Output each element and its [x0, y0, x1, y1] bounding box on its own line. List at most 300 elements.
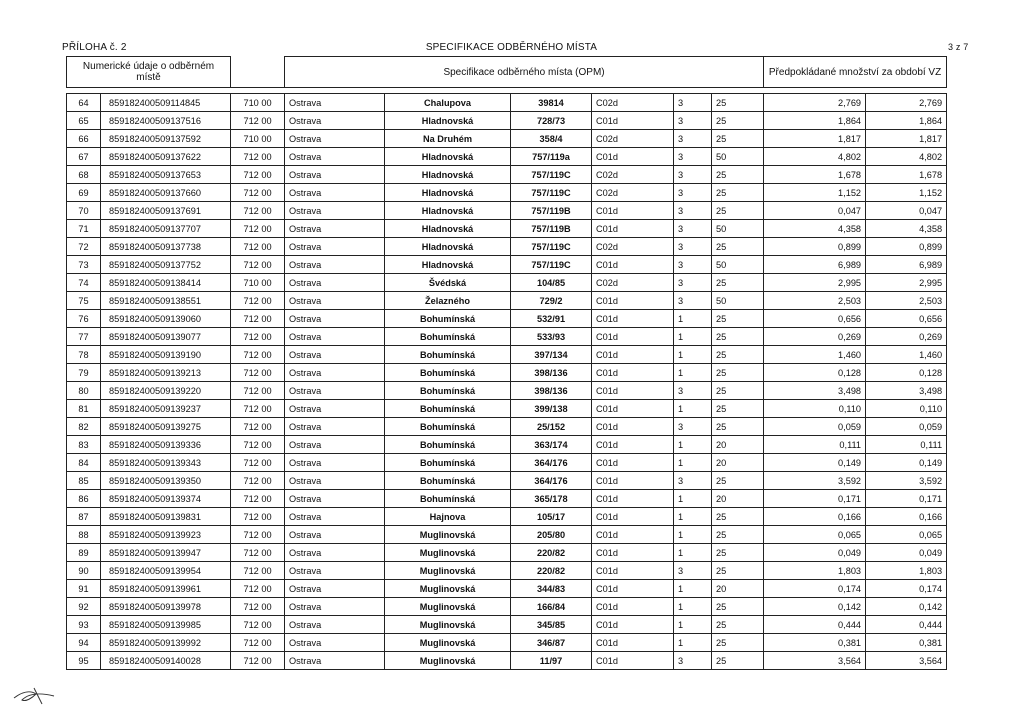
- breaker-amps: 25: [712, 130, 764, 148]
- expected-volume-total: 0,899: [866, 238, 947, 256]
- phase-count: 1: [674, 436, 712, 454]
- ean-code: 859182400509139350: [101, 472, 231, 490]
- street: Želazného: [385, 292, 511, 310]
- expected-volume: 0,174: [764, 580, 866, 598]
- expected-volume-total: 0,269: [866, 328, 947, 346]
- city: Ostrava: [285, 310, 385, 328]
- city: Ostrava: [285, 328, 385, 346]
- street: Muglinovská: [385, 598, 511, 616]
- expected-volume: 1,460: [764, 346, 866, 364]
- expected-volume: 0,110: [764, 400, 866, 418]
- house-number: 39814: [511, 94, 592, 112]
- breaker-amps: 25: [712, 598, 764, 616]
- street: Muglinovská: [385, 652, 511, 670]
- street: Hladnovská: [385, 202, 511, 220]
- header-numeric: Numerické údaje o odběrném místě: [67, 57, 231, 88]
- ean-code: 859182400509137738: [101, 238, 231, 256]
- expected-volume-total: 6,989: [866, 256, 947, 274]
- house-number: 346/87: [511, 634, 592, 652]
- city: Ostrava: [285, 580, 385, 598]
- postal-code: 712 00: [231, 202, 285, 220]
- row-number: 84: [67, 454, 101, 472]
- breaker-amps: 25: [712, 328, 764, 346]
- phase-count: 1: [674, 634, 712, 652]
- tariff: C02d: [592, 274, 674, 292]
- street: Muglinovská: [385, 580, 511, 598]
- phase-count: 1: [674, 544, 712, 562]
- table-row: [67, 256, 947, 274]
- breaker-amps: 50: [712, 292, 764, 310]
- street: Hladnovská: [385, 112, 511, 130]
- expected-volume-total: 1,678: [866, 166, 947, 184]
- city: Ostrava: [285, 256, 385, 274]
- breaker-amps: 25: [712, 400, 764, 418]
- breaker-amps: 25: [712, 472, 764, 490]
- breaker-amps: 25: [712, 418, 764, 436]
- table-row: [67, 184, 947, 202]
- tariff: C01d: [592, 418, 674, 436]
- phase-count: 3: [674, 130, 712, 148]
- row-number: 95: [67, 652, 101, 670]
- postal-code: 712 00: [231, 454, 285, 472]
- table-row: [67, 148, 947, 166]
- expected-volume-total: 2,995: [866, 274, 947, 292]
- house-number: 11/97: [511, 652, 592, 670]
- ean-code: 859182400509139992: [101, 634, 231, 652]
- header-gap: [231, 57, 285, 88]
- city: Ostrava: [285, 526, 385, 544]
- tariff: C01d: [592, 598, 674, 616]
- expected-volume-total: 0,142: [866, 598, 947, 616]
- row-number: 72: [67, 238, 101, 256]
- expected-volume-total: 0,111: [866, 436, 947, 454]
- city: Ostrava: [285, 112, 385, 130]
- expected-volume: 1,864: [764, 112, 866, 130]
- page-number: 3 z 7: [948, 42, 969, 52]
- postal-code: 712 00: [231, 580, 285, 598]
- expected-volume-total: 3,564: [866, 652, 947, 670]
- breaker-amps: 20: [712, 580, 764, 598]
- expected-volume: 0,047: [764, 202, 866, 220]
- ean-code: 859182400509139374: [101, 490, 231, 508]
- postal-code: 712 00: [231, 184, 285, 202]
- ean-code: 859182400509139985: [101, 616, 231, 634]
- house-number: 363/174: [511, 436, 592, 454]
- postal-code: 712 00: [231, 598, 285, 616]
- row-number: 91: [67, 580, 101, 598]
- postal-code: 710 00: [231, 274, 285, 292]
- city: Ostrava: [285, 454, 385, 472]
- tariff: C02d: [592, 238, 674, 256]
- tariff: C02d: [592, 130, 674, 148]
- tariff: C01d: [592, 454, 674, 472]
- street: Hladnovská: [385, 220, 511, 238]
- ean-code: 859182400509137691: [101, 202, 231, 220]
- row-number: 76: [67, 310, 101, 328]
- house-number: 364/176: [511, 454, 592, 472]
- street: Bohumínská: [385, 328, 511, 346]
- city: Ostrava: [285, 94, 385, 112]
- table-row: [67, 418, 947, 436]
- phase-count: 3: [674, 220, 712, 238]
- house-number: 532/91: [511, 310, 592, 328]
- postal-code: 712 00: [231, 436, 285, 454]
- street: Hladnovská: [385, 238, 511, 256]
- house-number: 533/93: [511, 328, 592, 346]
- city: Ostrava: [285, 490, 385, 508]
- tariff: C01d: [592, 508, 674, 526]
- postal-code: 712 00: [231, 364, 285, 382]
- city: Ostrava: [285, 400, 385, 418]
- ean-code: 859182400509114845: [101, 94, 231, 112]
- city: Ostrava: [285, 274, 385, 292]
- expected-volume-total: 1,864: [866, 112, 947, 130]
- breaker-amps: 25: [712, 544, 764, 562]
- phase-count: 3: [674, 94, 712, 112]
- postal-code: 710 00: [231, 94, 285, 112]
- expected-volume-total: 0,444: [866, 616, 947, 634]
- row-number: 92: [67, 598, 101, 616]
- expected-volume-total: 3,498: [866, 382, 947, 400]
- tariff: C01d: [592, 652, 674, 670]
- city: Ostrava: [285, 184, 385, 202]
- expected-volume: 0,381: [764, 634, 866, 652]
- table-row: [67, 580, 947, 598]
- phase-count: 3: [674, 184, 712, 202]
- expected-volume-total: 0,171: [866, 490, 947, 508]
- ean-code: 859182400509139060: [101, 310, 231, 328]
- table-row: [67, 598, 947, 616]
- phase-count: 3: [674, 202, 712, 220]
- street: Bohumínská: [385, 454, 511, 472]
- house-number: 757/119a: [511, 148, 592, 166]
- breaker-amps: 25: [712, 562, 764, 580]
- expected-volume-total: 0,174: [866, 580, 947, 598]
- expected-volume: 3,498: [764, 382, 866, 400]
- row-number: 66: [67, 130, 101, 148]
- breaker-amps: 25: [712, 274, 764, 292]
- expected-volume: 0,065: [764, 526, 866, 544]
- phase-count: 1: [674, 526, 712, 544]
- phase-count: 1: [674, 454, 712, 472]
- house-number: 398/136: [511, 382, 592, 400]
- postal-code: 712 00: [231, 328, 285, 346]
- phase-count: 3: [674, 148, 712, 166]
- breaker-amps: 25: [712, 112, 764, 130]
- street: Hladnovská: [385, 166, 511, 184]
- phase-count: 1: [674, 598, 712, 616]
- city: Ostrava: [285, 220, 385, 238]
- street: Bohumínská: [385, 436, 511, 454]
- ean-code: 859182400509139213: [101, 364, 231, 382]
- ean-code: 859182400509137752: [101, 256, 231, 274]
- street: Muglinovská: [385, 562, 511, 580]
- breaker-amps: 25: [712, 634, 764, 652]
- tariff: C01d: [592, 292, 674, 310]
- postal-code: 712 00: [231, 346, 285, 364]
- expected-volume-total: 1,817: [866, 130, 947, 148]
- ean-code: 859182400509139923: [101, 526, 231, 544]
- breaker-amps: 25: [712, 382, 764, 400]
- table-row: [67, 454, 947, 472]
- house-number: 104/85: [511, 274, 592, 292]
- phase-count: 1: [674, 310, 712, 328]
- table-row: [67, 292, 947, 310]
- street: Muglinovská: [385, 616, 511, 634]
- phase-count: 3: [674, 292, 712, 310]
- page-title: SPECIFIKACE ODBĚRNÉHO MÍSTA: [425, 42, 598, 53]
- postal-code: 712 00: [231, 634, 285, 652]
- table-row: [67, 310, 947, 328]
- tariff: C01d: [592, 364, 674, 382]
- postal-code: 712 00: [231, 400, 285, 418]
- header-expected: Předpokládané množství za období VZ: [764, 57, 947, 88]
- ean-code: 859182400509139954: [101, 562, 231, 580]
- row-number: 74: [67, 274, 101, 292]
- phase-count: 1: [674, 346, 712, 364]
- city: Ostrava: [285, 418, 385, 436]
- postal-code: 712 00: [231, 490, 285, 508]
- expected-volume-total: 0,047: [866, 202, 947, 220]
- tariff: C02d: [592, 166, 674, 184]
- breaker-amps: 20: [712, 436, 764, 454]
- ean-code: 859182400509137660: [101, 184, 231, 202]
- expected-volume: 0,111: [764, 436, 866, 454]
- house-number: 220/82: [511, 544, 592, 562]
- breaker-amps: 25: [712, 310, 764, 328]
- phase-count: 3: [674, 418, 712, 436]
- postal-code: 712 00: [231, 382, 285, 400]
- expected-volume-total: 4,802: [866, 148, 947, 166]
- house-number: 205/80: [511, 526, 592, 544]
- phase-count: 1: [674, 490, 712, 508]
- expected-volume: 1,152: [764, 184, 866, 202]
- table-row: [67, 220, 947, 238]
- phase-count: 1: [674, 400, 712, 418]
- house-number: 397/134: [511, 346, 592, 364]
- house-number: 728/73: [511, 112, 592, 130]
- street: Hladnovská: [385, 256, 511, 274]
- phase-count: 1: [674, 616, 712, 634]
- table-row: [67, 382, 947, 400]
- city: Ostrava: [285, 292, 385, 310]
- street: Hladnovská: [385, 184, 511, 202]
- tariff: C01d: [592, 580, 674, 598]
- expected-volume-total: 0,656: [866, 310, 947, 328]
- ean-code: 859182400509138414: [101, 274, 231, 292]
- postal-code: 712 00: [231, 238, 285, 256]
- phase-count: 3: [674, 472, 712, 490]
- tariff: C01d: [592, 220, 674, 238]
- city: Ostrava: [285, 436, 385, 454]
- row-number: 80: [67, 382, 101, 400]
- expected-volume-total: 1,460: [866, 346, 947, 364]
- table-row: [67, 652, 947, 670]
- tariff: C01d: [592, 148, 674, 166]
- postal-code: 712 00: [231, 310, 285, 328]
- expected-volume-total: 0,166: [866, 508, 947, 526]
- expected-volume-total: 0,128: [866, 364, 947, 382]
- row-number: 88: [67, 526, 101, 544]
- tariff: C01d: [592, 634, 674, 652]
- breaker-amps: 25: [712, 166, 764, 184]
- ean-code: 859182400509137516: [101, 112, 231, 130]
- row-number: 64: [67, 94, 101, 112]
- city: Ostrava: [285, 472, 385, 490]
- table-row: [67, 130, 947, 148]
- house-number: 344/83: [511, 580, 592, 598]
- expected-volume: 2,995: [764, 274, 866, 292]
- row-number: 87: [67, 508, 101, 526]
- ean-code: 859182400509137592: [101, 130, 231, 148]
- expected-volume: 2,503: [764, 292, 866, 310]
- table-row: [67, 364, 947, 382]
- ean-code: 859182400509137653: [101, 166, 231, 184]
- tariff: C01d: [592, 112, 674, 130]
- ean-code: 859182400509139831: [101, 508, 231, 526]
- row-number: 67: [67, 148, 101, 166]
- house-number: 399/138: [511, 400, 592, 418]
- city: Ostrava: [285, 544, 385, 562]
- expected-volume-total: 1,152: [866, 184, 947, 202]
- expected-volume-total: 0,110: [866, 400, 947, 418]
- expected-volume-total: 0,065: [866, 526, 947, 544]
- tariff: C01d: [592, 472, 674, 490]
- street: Bohumínská: [385, 346, 511, 364]
- table-row: [67, 508, 947, 526]
- expected-volume-total: 1,803: [866, 562, 947, 580]
- row-number: 68: [67, 166, 101, 184]
- street: Bohumínská: [385, 400, 511, 418]
- expected-volume: 0,444: [764, 616, 866, 634]
- row-number: 78: [67, 346, 101, 364]
- table-row: [67, 634, 947, 652]
- table-header-row: [67, 57, 947, 88]
- tariff: C01d: [592, 400, 674, 418]
- expected-volume: 3,592: [764, 472, 866, 490]
- postal-code: 712 00: [231, 472, 285, 490]
- breaker-amps: 20: [712, 454, 764, 472]
- expected-volume-total: 4,358: [866, 220, 947, 238]
- expected-volume-total: 0,381: [866, 634, 947, 652]
- tariff: C01d: [592, 310, 674, 328]
- ean-code: 859182400509137622: [101, 148, 231, 166]
- postal-code: 712 00: [231, 508, 285, 526]
- breaker-amps: 25: [712, 364, 764, 382]
- phase-count: 1: [674, 364, 712, 382]
- table-row: [67, 400, 947, 418]
- phase-count: 3: [674, 112, 712, 130]
- phase-count: 1: [674, 508, 712, 526]
- breaker-amps: 25: [712, 202, 764, 220]
- row-number: 82: [67, 418, 101, 436]
- row-number: 86: [67, 490, 101, 508]
- row-number: 77: [67, 328, 101, 346]
- table-row: [67, 274, 947, 292]
- postal-code: 712 00: [231, 148, 285, 166]
- phase-count: 3: [674, 238, 712, 256]
- city: Ostrava: [285, 238, 385, 256]
- house-number: 364/176: [511, 472, 592, 490]
- expected-volume-total: 0,059: [866, 418, 947, 436]
- table-row: [67, 490, 947, 508]
- row-number: 93: [67, 616, 101, 634]
- house-number: 365/178: [511, 490, 592, 508]
- city: Ostrava: [285, 148, 385, 166]
- house-number: 757/119C: [511, 184, 592, 202]
- house-number: 345/85: [511, 616, 592, 634]
- expected-volume: 0,656: [764, 310, 866, 328]
- tariff: C01d: [592, 202, 674, 220]
- tariff: C01d: [592, 382, 674, 400]
- breaker-amps: 25: [712, 652, 764, 670]
- expected-volume-total: 2,769: [866, 94, 947, 112]
- tariff: C01d: [592, 544, 674, 562]
- postal-code: 712 00: [231, 562, 285, 580]
- postal-code: 710 00: [231, 130, 285, 148]
- row-number: 71: [67, 220, 101, 238]
- table-row: [67, 202, 947, 220]
- street: Muglinovská: [385, 634, 511, 652]
- postal-code: 712 00: [231, 256, 285, 274]
- table-row: [67, 112, 947, 130]
- expected-volume-total: 0,149: [866, 454, 947, 472]
- house-number: 757/119B: [511, 202, 592, 220]
- expected-volume: 1,803: [764, 562, 866, 580]
- postal-code: 712 00: [231, 112, 285, 130]
- row-number: 81: [67, 400, 101, 418]
- city: Ostrava: [285, 202, 385, 220]
- expected-volume: 0,049: [764, 544, 866, 562]
- table-row: [67, 544, 947, 562]
- city: Ostrava: [285, 562, 385, 580]
- table-row: [67, 238, 947, 256]
- ean-code: 859182400509139978: [101, 598, 231, 616]
- city: Ostrava: [285, 346, 385, 364]
- city: Ostrava: [285, 382, 385, 400]
- street: Bohumínská: [385, 382, 511, 400]
- ean-code: 859182400509139275: [101, 418, 231, 436]
- table-row: [67, 166, 947, 184]
- city: Ostrava: [285, 166, 385, 184]
- table-row: [67, 526, 947, 544]
- postal-code: 712 00: [231, 292, 285, 310]
- street: Švédská: [385, 274, 511, 292]
- city: Ostrava: [285, 364, 385, 382]
- street: Bohumínská: [385, 490, 511, 508]
- expected-volume-total: 0,049: [866, 544, 947, 562]
- phase-count: 1: [674, 328, 712, 346]
- city: Ostrava: [285, 130, 385, 148]
- phase-count: 3: [674, 256, 712, 274]
- delivery-point-table: [66, 56, 947, 670]
- street: Hladnovská: [385, 148, 511, 166]
- table-row: [67, 562, 947, 580]
- breaker-amps: 50: [712, 220, 764, 238]
- row-number: 85: [67, 472, 101, 490]
- house-number: 166/84: [511, 598, 592, 616]
- row-number: 75: [67, 292, 101, 310]
- ean-code: 859182400509139336: [101, 436, 231, 454]
- house-number: 757/119C: [511, 166, 592, 184]
- attachment-label: PŘÍLOHA č. 2: [62, 42, 127, 53]
- expected-volume: 1,817: [764, 130, 866, 148]
- ean-code: 859182400509139947: [101, 544, 231, 562]
- table-row: [67, 472, 947, 490]
- street: Bohumínská: [385, 364, 511, 382]
- postal-code: 712 00: [231, 418, 285, 436]
- expected-volume: 4,802: [764, 148, 866, 166]
